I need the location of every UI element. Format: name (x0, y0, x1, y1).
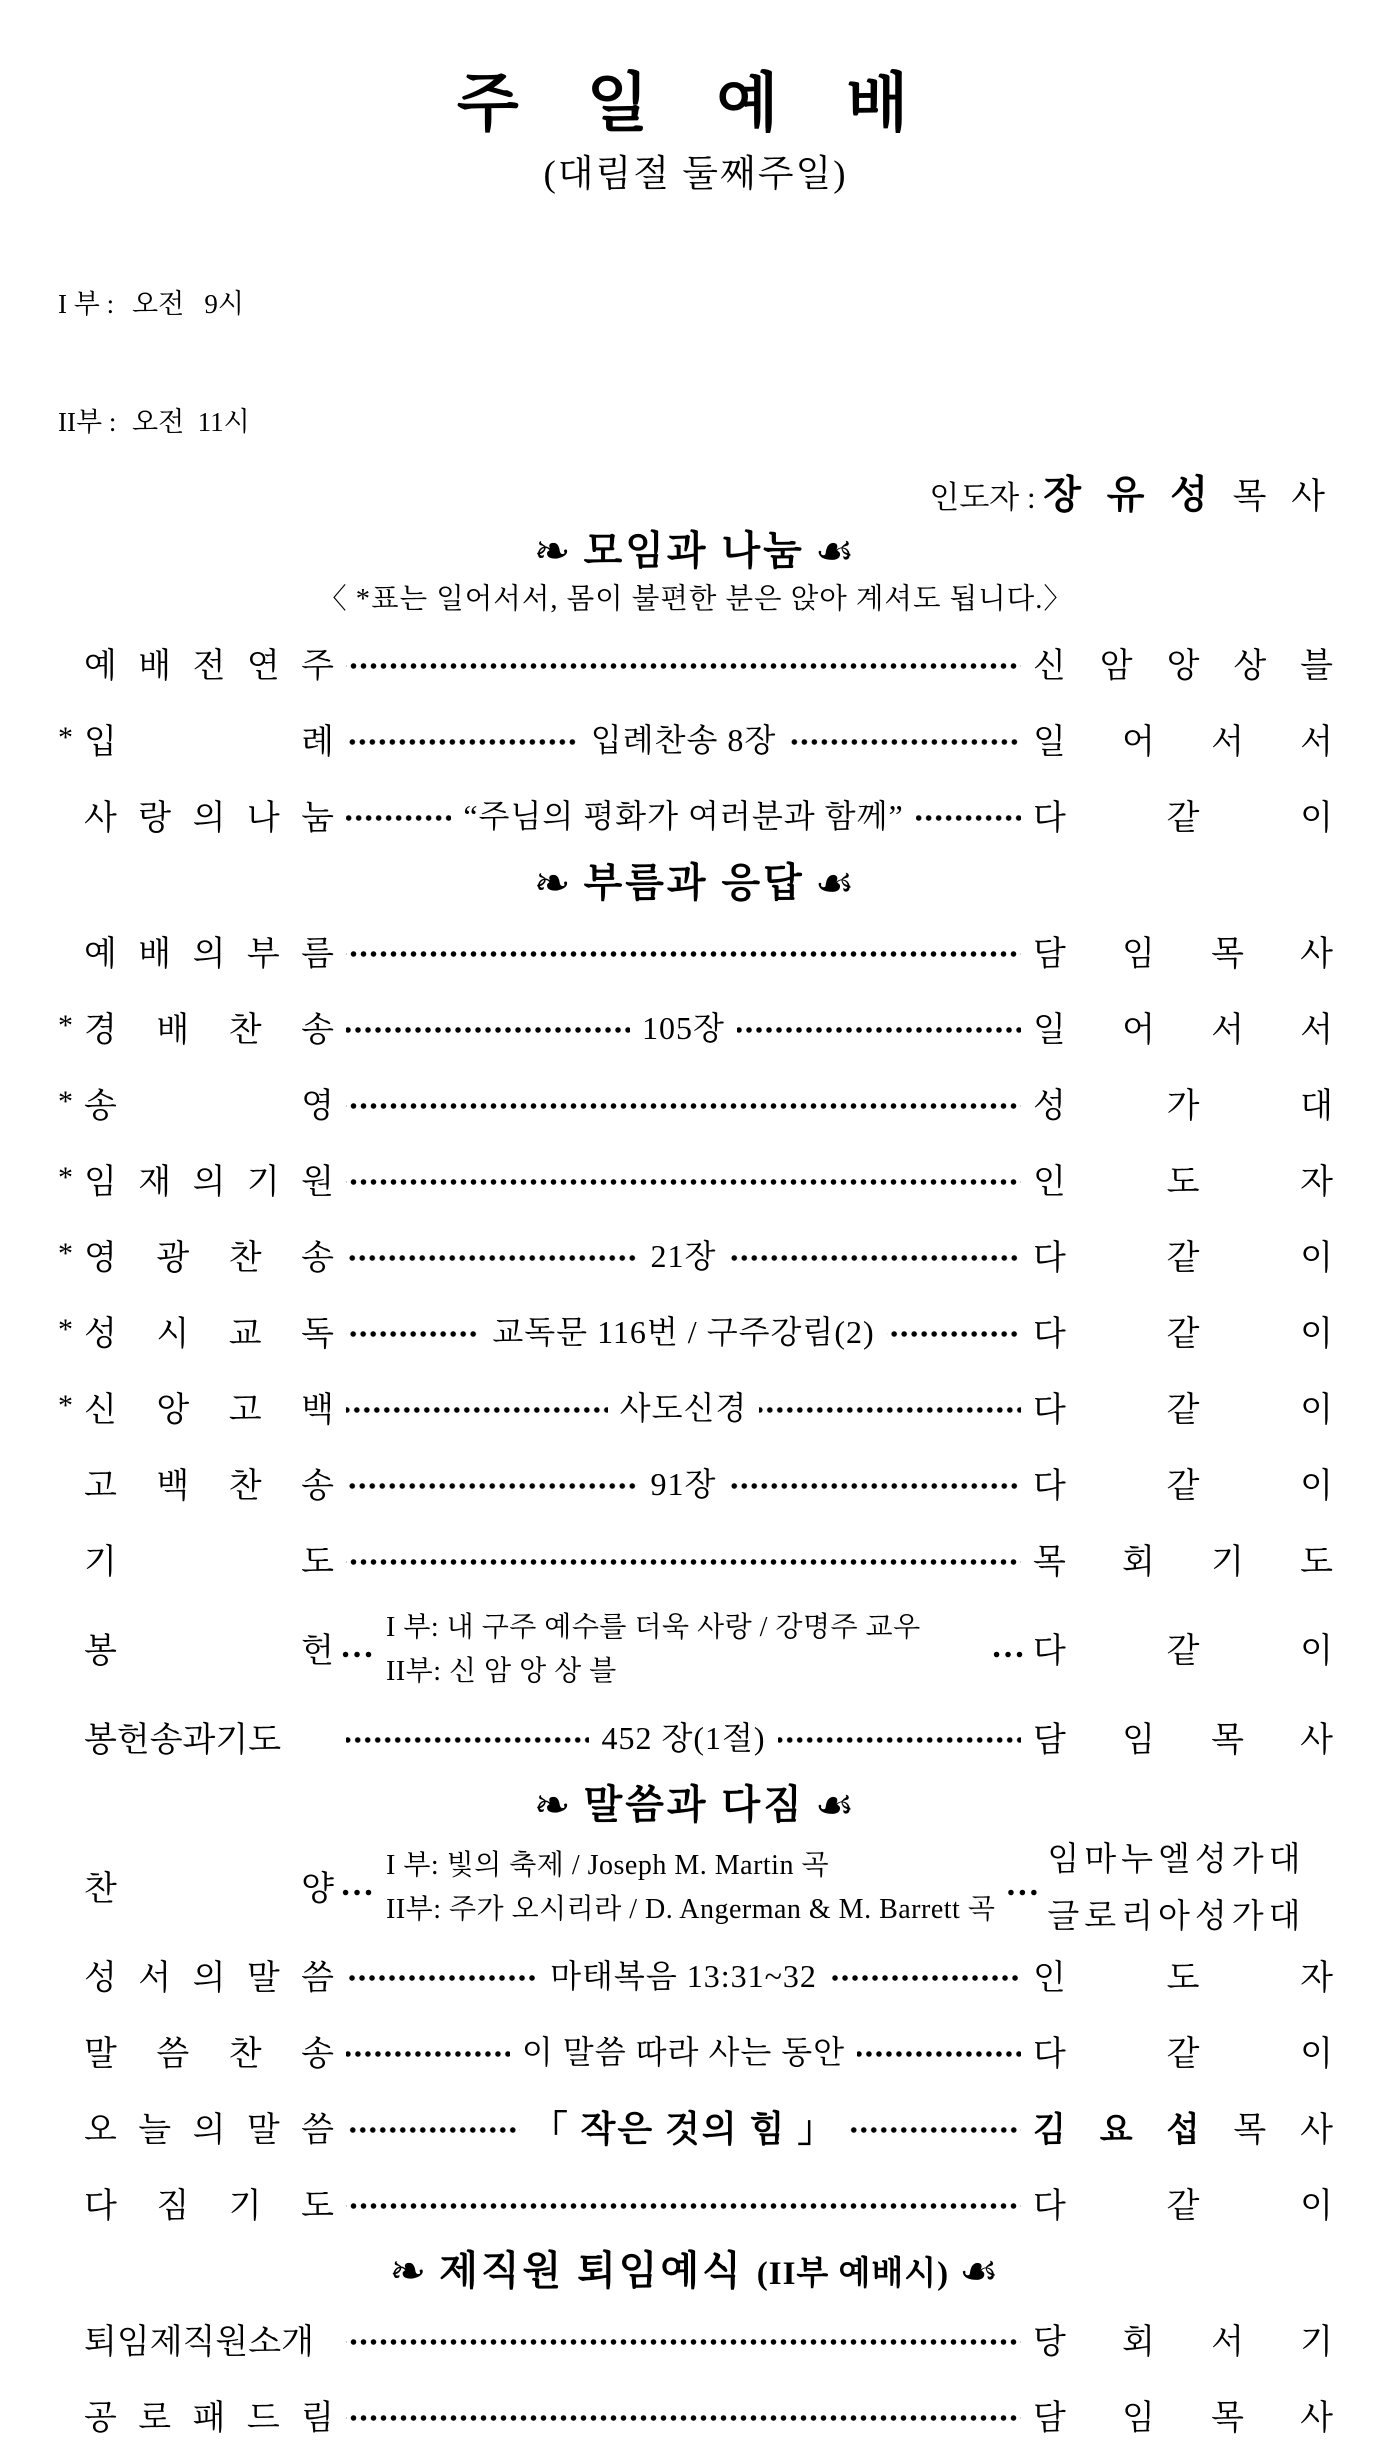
row-label: 다 짐 기 도 (84, 2187, 334, 2225)
fleuron-right-icon: ☙ (814, 527, 858, 577)
row-right-value: 담 임 목 사 (1033, 1721, 1334, 1759)
dot-leader (887, 1331, 1021, 1337)
row-star-marker: * (58, 721, 73, 755)
worship-rows (58, 912, 1333, 1774)
dot-leader: … (991, 1628, 1027, 1666)
row-right-value: 다 같 이 (1033, 1239, 1334, 1277)
dot-leader (346, 1027, 630, 1033)
row-label: 오 늘 의 말 씀 (84, 2111, 334, 2149)
dot-leader (346, 1559, 1021, 1565)
choir-name: 글로리아성가대 (1047, 1899, 1306, 1936)
row-label: 찬 양 (84, 1870, 334, 1908)
row-right-value: 목 회 기 도 (1033, 1543, 1333, 1581)
dot-leader (857, 2051, 1021, 2057)
fleuron-left-icon: ❧ (533, 859, 574, 909)
section-heading-text: 말씀과 다짐 (583, 1782, 805, 1828)
service-row (58, 912, 1333, 988)
worship-rows (58, 624, 1333, 852)
row-label: 영 광 찬 송 (84, 1239, 334, 1277)
row-star-marker: * (58, 1237, 73, 1271)
service-row (58, 1936, 1333, 2012)
row-label: 입 례 (84, 723, 334, 761)
row-label: 예 배 의 부 름 (84, 935, 334, 973)
row-center-text: 마태복음 13:31~32 (550, 1958, 817, 1995)
fleuron-left-icon: ❧ (389, 2247, 430, 2297)
row-right-stack (1047, 1833, 1365, 1937)
service-row (58, 1368, 1333, 1444)
row-star-marker: * (58, 1161, 73, 1195)
dot-leader (346, 1103, 1021, 1109)
service-row (58, 2164, 1333, 2240)
dot-leader (346, 1179, 1021, 1185)
service-row (58, 1444, 1333, 1520)
dot-leader (346, 663, 1021, 669)
row-star-marker: * (58, 1085, 73, 1119)
dot-leader (346, 2203, 1021, 2209)
row-right-value: 신 암 앙 상 블 (1033, 647, 1333, 685)
row-right-value: 다 같 이 (1033, 799, 1334, 837)
row-label: 공 로 패 드 림 (84, 2399, 334, 2437)
section-note: 〈 *표는 일어서서, 몸이 불편한 분은 앉아 계셔도 됩니다.〉 (318, 584, 1073, 616)
dot-leader (829, 1975, 1021, 1981)
section-heading (58, 1776, 1333, 1834)
dot-leader (346, 1331, 480, 1337)
row-label: 송 영 (84, 1087, 334, 1125)
row-center-text: 교독문 116번 / 구주강림(2) (492, 1314, 875, 1351)
part-line: I 부: 내 구주 예수를 더욱 사랑 / 강명주 교우 (386, 1612, 921, 1644)
row-right-name-bold: 김 요 섭 (1033, 2111, 1200, 2149)
row-label: 성 서 의 말 씀 (84, 1959, 334, 1997)
service-row (58, 988, 1333, 1064)
service-part-label: I 부 : (58, 289, 115, 320)
service-row (58, 1834, 1333, 1936)
service-row (58, 1216, 1333, 1292)
row-label: 예 배 전 연 주 (84, 647, 334, 685)
row-right-value: 일 어 서 서 (1033, 1011, 1334, 1049)
dot-leader (788, 739, 1021, 745)
row-label: 신 앙 고 백 (84, 1391, 334, 1429)
service-part-time: 오전 9시 (132, 289, 244, 320)
dot-leader (346, 2051, 510, 2057)
service-row (58, 1596, 1333, 1698)
row-center-text: 21장 (650, 1238, 717, 1275)
section-heading-text: 부름과 응답 (583, 860, 805, 906)
fleuron-right-icon: ☙ (814, 1781, 858, 1831)
section-heading (58, 2242, 1333, 2300)
service-row (58, 2088, 1333, 2164)
row-right-value: 다 같 이 (1033, 1467, 1334, 1505)
row-label: 경 배 찬 송 (84, 1011, 334, 1049)
header-info-line (58, 207, 1333, 520)
dot-leader: … (340, 1628, 376, 1666)
section-heading-text: 모임과 나눔 (583, 528, 805, 574)
section-heading (58, 854, 1333, 912)
row-right-value: 다 같 이 (1033, 2035, 1333, 2073)
dot-leader (346, 815, 451, 821)
page-subtitle: (대림절 둘째주일) (543, 154, 848, 196)
leader-title: 목 사 (1215, 477, 1333, 517)
row-label: 고 백 찬 송 (84, 1467, 334, 1505)
row-label: 성 시 교 독 (84, 1315, 334, 1353)
row-right-value: 담 임 목 사 (1033, 2399, 1333, 2437)
leader-line (929, 464, 1333, 520)
row-center-text: 91장 (650, 1466, 717, 1503)
row-right-value: 인 도 자 (1033, 1163, 1333, 1201)
row-center-text: 사도신경 (619, 1390, 748, 1427)
service-row (58, 1698, 1333, 1774)
dot-leader (728, 1483, 1021, 1489)
dot-leader (346, 1407, 608, 1413)
row-right-text: 목 사 (1199, 2111, 1334, 2149)
dot-leader (916, 815, 1021, 821)
service-times (58, 207, 250, 520)
row-label: 사 랑 의 나 눔 (84, 799, 334, 837)
row-right-value: 다 같 이 (1033, 1632, 1333, 1670)
row-star-marker: * (58, 1313, 73, 1347)
dot-leader (346, 2127, 520, 2133)
fleuron-right-icon: ☙ (959, 2247, 1002, 2297)
fleuron-right-icon: ☙ (814, 859, 858, 909)
row-right-value: 일 어 서 서 (1033, 723, 1333, 761)
section-heading-suffix: (II부 예배시) (756, 2256, 950, 2293)
service-row (58, 1292, 1333, 1368)
dot-leader (346, 1255, 639, 1261)
row-center-text: 452 장(1절) (601, 1720, 766, 1757)
service-time-row (58, 403, 250, 442)
section-heading-text: 제직원 퇴임예식 (439, 2248, 744, 2294)
dot-leader (346, 1975, 538, 1981)
dot-leader (346, 1737, 589, 1743)
service-time-row (58, 285, 250, 324)
dot-leader: … (1005, 1866, 1042, 1904)
dot-leader (346, 951, 1021, 957)
dot-leader (759, 1407, 1021, 1413)
service-row (58, 2300, 1333, 2376)
part-line: I 부: 빛의 축제 / Joseph M. Martin 곡 (386, 1850, 829, 1882)
dot-leader: … (340, 1866, 376, 1904)
row-label: 봉헌송과기도 (84, 1721, 282, 1759)
service-row (58, 2012, 1333, 2088)
dot-leader (847, 2127, 1021, 2133)
dot-leader (728, 1255, 1021, 1261)
row-center-text: 「 작은 것의 힘 」 (531, 2108, 836, 2149)
row-label: 봉 헌 (84, 1632, 334, 1670)
service-row (58, 1520, 1333, 1596)
service-row (58, 776, 1333, 852)
row-star-marker: * (58, 1009, 73, 1043)
row-right-value: 성 가 대 (1033, 1087, 1333, 1125)
service-row (58, 1140, 1333, 1216)
row-right-value: 다 같 이 (1033, 1391, 1333, 1429)
service-row (58, 700, 1333, 776)
row-label: 기 도 (84, 1543, 334, 1581)
row-center-text: 입례찬송 8장 (590, 722, 777, 759)
section-heading (58, 522, 1333, 580)
service-row (58, 624, 1333, 700)
dot-leader (346, 2415, 1021, 2421)
row-right-value: 당 회 서 기 (1033, 2323, 1333, 2361)
leader-name: 장 유 성 (1043, 474, 1216, 518)
row-center-text: “주님의 평화가 여러분과 함께” (463, 798, 904, 835)
row-star-marker: * (58, 1389, 73, 1423)
part-line: II부: 주가 오시리라 / D. Angerman & M. Barrett 곡 (386, 1894, 996, 1926)
service-part-label: II부 : (58, 406, 117, 437)
worship-rows (58, 2300, 1333, 2452)
row-right-value: 다 같 이 (1033, 1315, 1333, 1353)
row-part-lines (382, 1605, 985, 1689)
row-center-text: 105장 (642, 1010, 725, 1047)
service-row (58, 2376, 1333, 2452)
dot-leader (346, 739, 579, 745)
row-center-text: 이 말씀 따라 사는 동안 (521, 2034, 846, 2071)
leader-prefix: 인도자 : (929, 480, 1044, 516)
fleuron-left-icon: ❧ (533, 527, 574, 577)
dot-leader (346, 1483, 639, 1489)
row-label: 말 씀 찬 송 (84, 2035, 334, 2073)
part-line: II부: 신 암 앙 상 블 (386, 1656, 617, 1688)
row-label: 퇴임제직원소개 (84, 2323, 314, 2361)
row-right-value: 다 같 이 (1033, 2187, 1333, 2225)
choir-name: 임마누엘성가대 (1047, 1842, 1306, 1879)
dot-leader (778, 1737, 1021, 1743)
worship-rows (58, 1834, 1333, 2240)
row-label: 임 재 의 기 원 (84, 1163, 334, 1201)
page-title: 주 일 예 배 (456, 68, 935, 139)
row-right-value (1033, 2102, 1333, 2151)
row-part-lines (382, 1843, 999, 1927)
dot-leader (346, 2339, 1021, 2345)
row-right-value: 인 도 자 (1033, 1959, 1334, 1997)
service-row (58, 1064, 1333, 1140)
service-part-time: 오전 11시 (132, 406, 250, 437)
fleuron-left-icon: ❧ (533, 1781, 574, 1831)
dot-leader (737, 1027, 1021, 1033)
row-right-value: 담 임 목 사 (1033, 935, 1333, 973)
